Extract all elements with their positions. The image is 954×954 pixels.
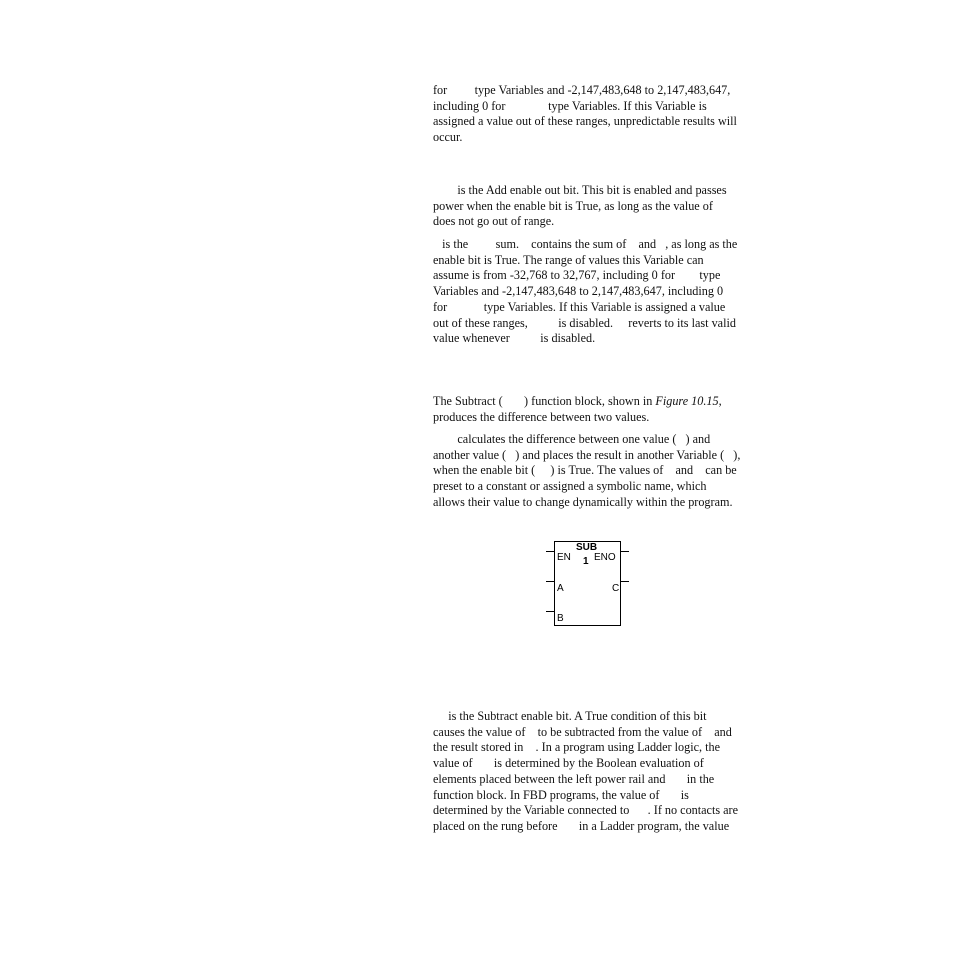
text-line: another value ( ) and places the result in another Variable ( ), — [433, 447, 741, 462]
input-b-label: B — [557, 613, 564, 624]
text-line: is the Add enable out bit. This bit is enabled and passes — [433, 183, 727, 197]
input-a-label: A — [557, 583, 564, 594]
sub-function-block — [545, 540, 630, 628]
text-line: preset to a constant or assigned a symbolic name, which — [433, 479, 707, 494]
text-line: value of is determined by the Boolean evaluation of — [433, 756, 704, 771]
text-line: assigned a value out of these ranges, unpredictable results will — [433, 114, 737, 129]
output-eno-label: ENO — [594, 552, 616, 563]
text-line: the result stored in . In a program using Ladder logic, the — [433, 740, 721, 755]
text-line: is the sum. contains the sum of and , as long as the — [433, 237, 738, 251]
text-line: produces the difference between two values. — [433, 409, 650, 424]
paragraph-subtract-intro — [433, 394, 763, 425]
text-line — [433, 394, 763, 410]
text-line: occur. — [433, 130, 463, 145]
text-line: determined by the Variable connected to . If no contacts are — [433, 803, 739, 818]
text-line: enable bit is True. The range of values this Variable can — [433, 252, 704, 267]
output-c-label: C — [612, 583, 620, 594]
text-line: for type Variables and -2,147,483,648 to 2,147,483,647, — [433, 83, 731, 97]
text-line: for type Variables. If this Variable is assigned a value — [433, 299, 726, 314]
paragraph-add-sum — [433, 237, 763, 347]
paragraph-subtract-description — [433, 432, 763, 511]
text-line: causes the value of to be subtracted from the value of and — [433, 724, 732, 739]
text-line: calculates the difference between one value ( ) and — [433, 432, 711, 446]
function-block-name: SUB — [576, 542, 598, 553]
text-line: power when the enable bit is True, as long as the value of — [433, 198, 713, 213]
input-en-label: EN — [557, 552, 571, 563]
paragraph-subtract-enable — [433, 709, 763, 835]
text-fragment: The Subtract ( ) function block, shown in — [433, 394, 656, 408]
text-line: does not go out of range. — [433, 214, 555, 229]
figure-reference: Figure 10.15 — [655, 394, 719, 408]
text-line: elements placed between the left power rail and in the — [433, 771, 715, 786]
text-line: when the enable bit ( ) is True. The values of and can be — [433, 463, 737, 478]
text-line: including 0 for type Variables. If this Variable is — [433, 98, 707, 113]
paragraph-variable-range — [433, 83, 763, 146]
text-line: function block. In FBD programs, the value of is — [433, 787, 689, 802]
text-fragment: , — [718, 394, 722, 408]
text-line: placed on the rung before in a Ladder program, the value — [433, 818, 730, 833]
function-block-instance: 1 — [583, 556, 589, 567]
text-line: assume is from -32,768 to 32,767, including 0 for type — [433, 268, 721, 283]
text-line: allows their value to change dynamically within the program. — [433, 494, 733, 509]
text-line: value whenever is disabled. — [433, 331, 596, 346]
text-line: Variables and -2,147,483,648 to 2,147,483,647, including 0 — [433, 284, 724, 299]
paragraph-add-enable-out — [433, 183, 763, 230]
text-line: out of these ranges, is disabled. reverts to its last valid — [433, 315, 736, 330]
text-line: is the Subtract enable bit. A True condition of this bit — [433, 709, 707, 723]
